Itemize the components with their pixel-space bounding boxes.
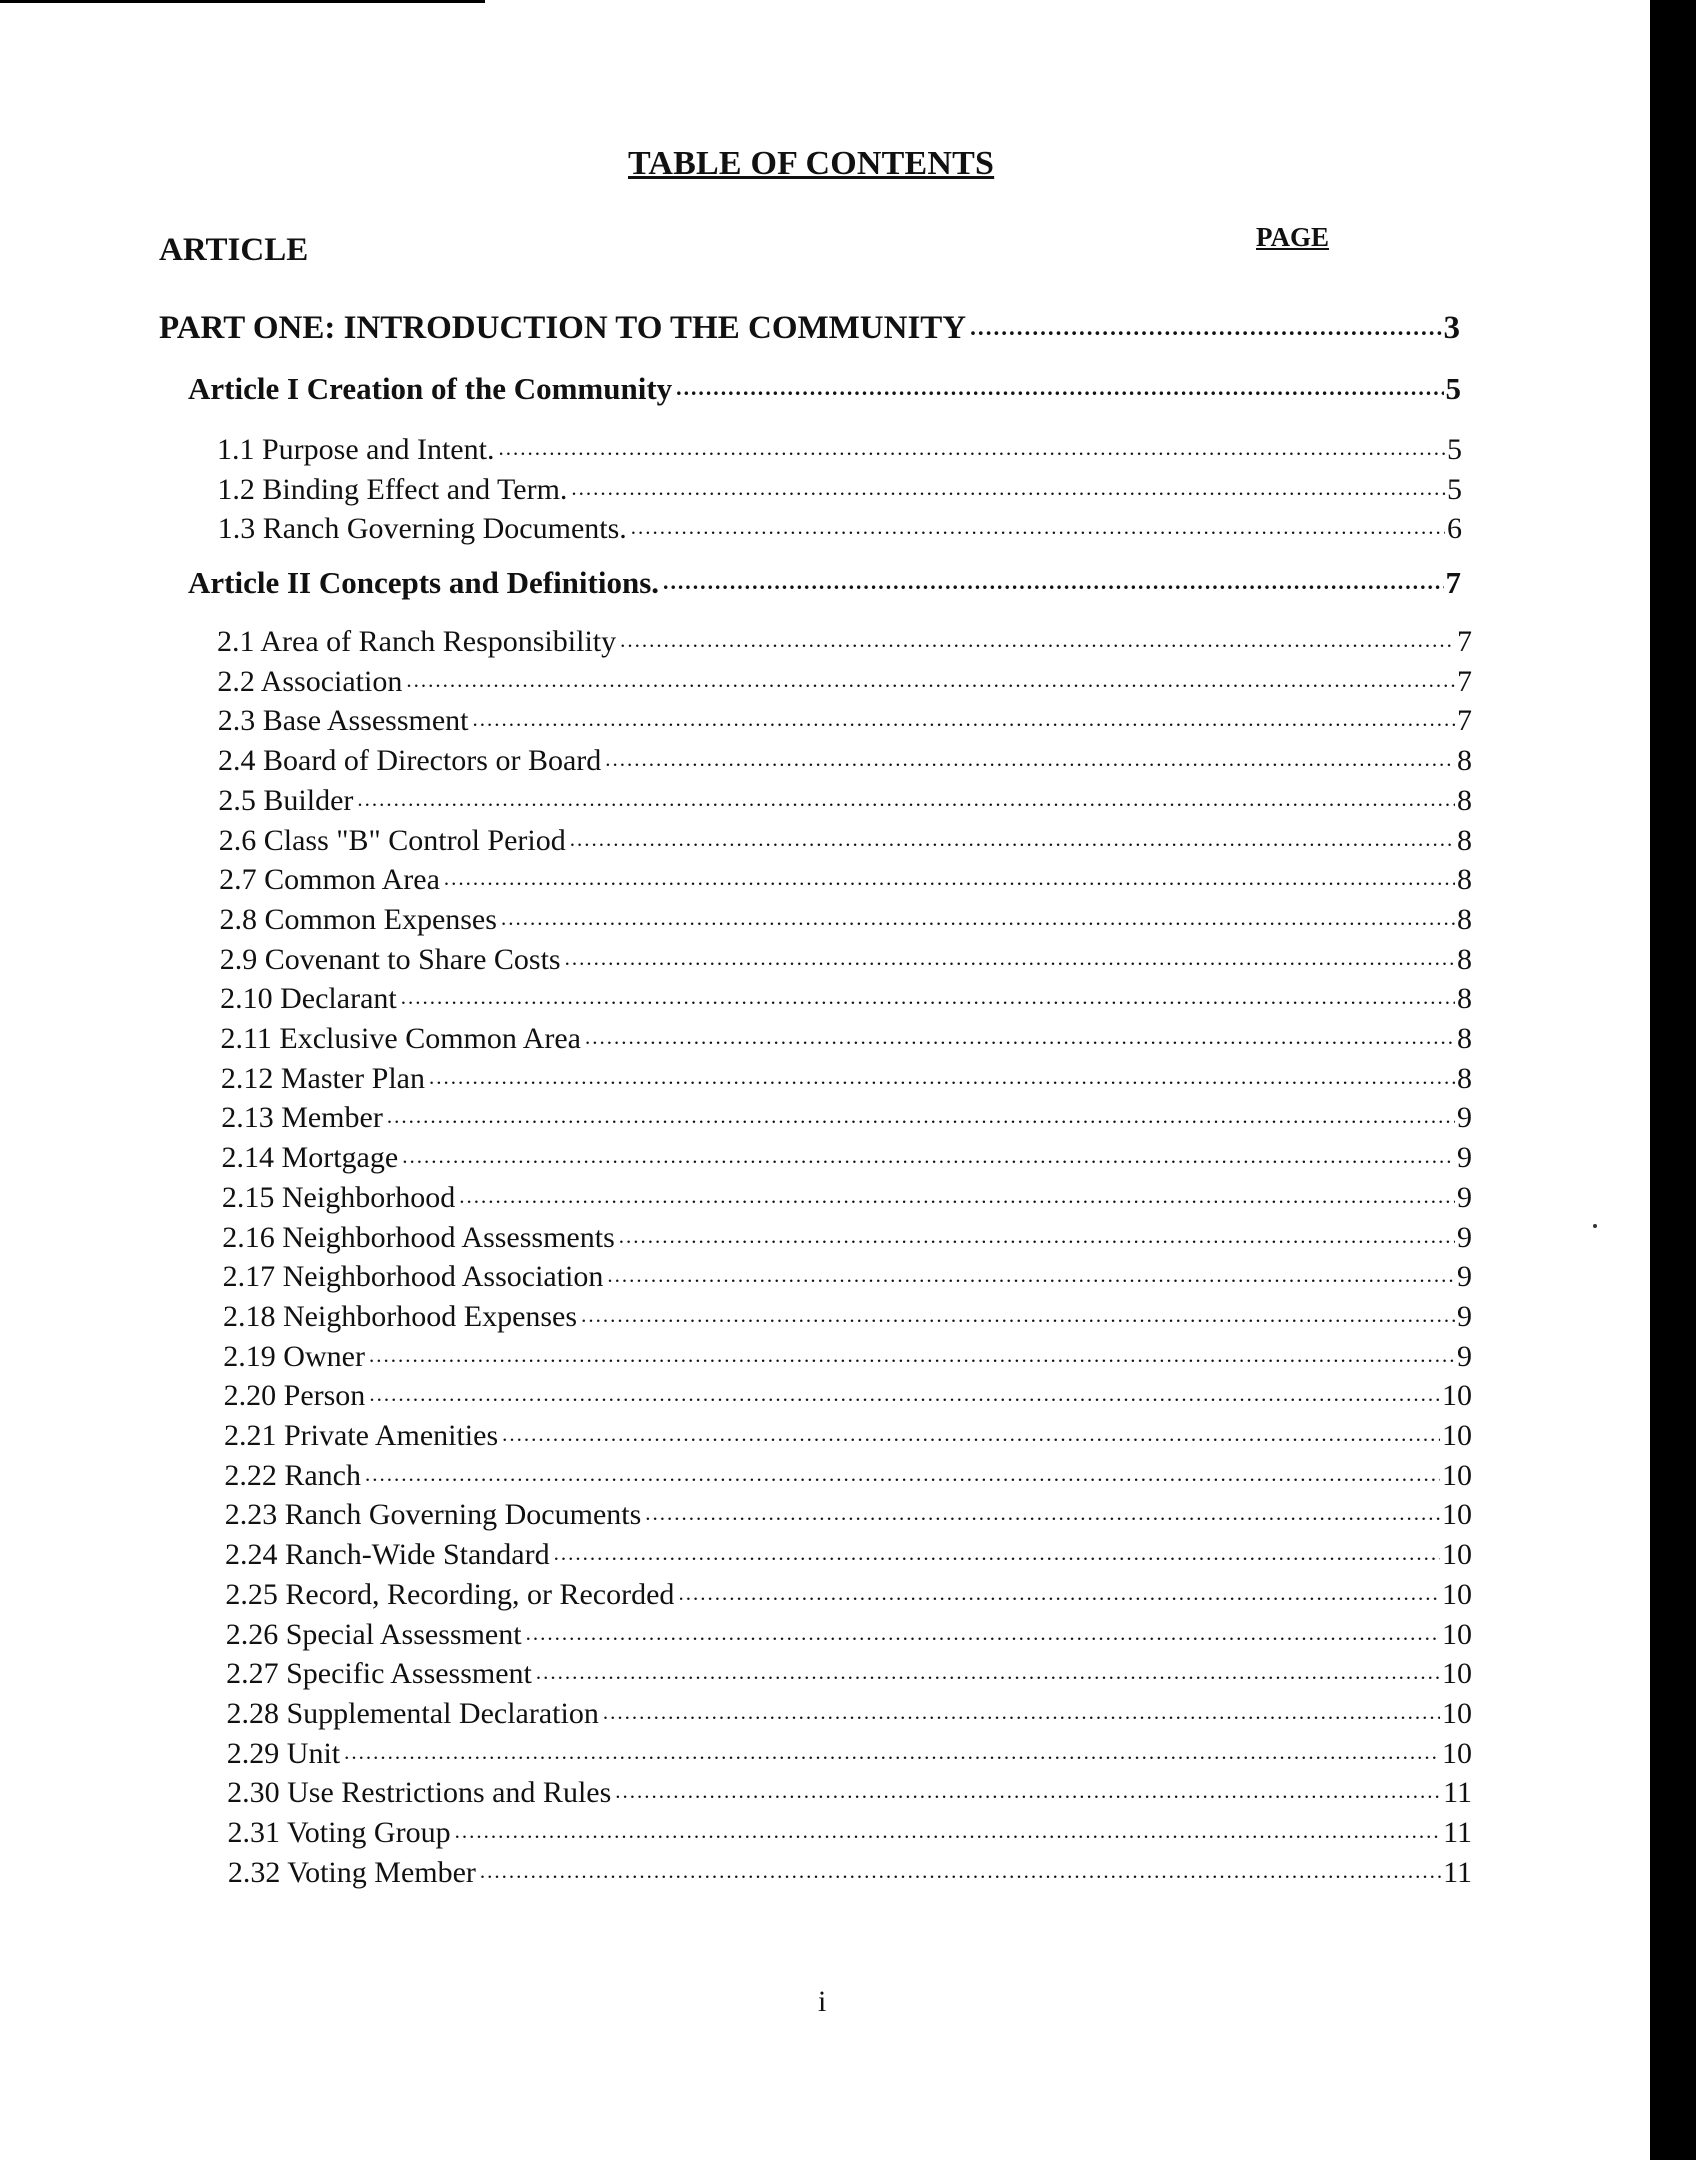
toc-entry-page: 8	[1456, 902, 1472, 936]
toc-entry-label: Article II Concepts and Definitions.	[188, 565, 660, 600]
toc-entry	[224, 1379, 1472, 1413]
toc-entry	[222, 1181, 1472, 1215]
leader-dots	[631, 515, 1445, 540]
toc-entry-label: 2.21 Private Amenities	[224, 1419, 499, 1452]
toc-entry-page: 11	[1443, 1776, 1472, 1810]
toc-entry	[226, 1618, 1472, 1652]
toc-entry-label: PART ONE: INTRODUCTION TO THE COMMUNITY	[159, 310, 967, 346]
toc-entry-page: 10	[1441, 1458, 1472, 1492]
leader-dots	[365, 1462, 1440, 1487]
toc-entry-page: 6	[1446, 512, 1462, 545]
leader-dots	[619, 1224, 1455, 1249]
page-number: i	[818, 1985, 827, 2018]
leader-dots	[459, 1184, 1455, 1209]
toc-entry-label: 2.9 Covenant to Share Costs	[219, 942, 561, 976]
toc-entry-page: 10	[1441, 1577, 1472, 1611]
toc-entry	[223, 1340, 1472, 1374]
toc-entry-page: 11	[1443, 1816, 1472, 1849]
toc-entry	[217, 473, 1462, 507]
toc-entry-page: 5	[1447, 433, 1462, 466]
toc-article-1	[188, 371, 1461, 407]
toc-entry-label: 2.23 Ranch Governing Documents	[224, 1498, 642, 1532]
toc-entry	[218, 744, 1472, 778]
toc-entry	[221, 1101, 1472, 1135]
toc-entry-page: 8	[1456, 863, 1472, 897]
toc-entry-label: 2.20 Person	[223, 1379, 366, 1413]
toc-entry	[223, 1260, 1472, 1294]
leader-dots	[554, 1541, 1440, 1566]
toc-part-one	[159, 310, 1460, 347]
toc-entry-label: 2.25 Record, Recording, or Recorded	[225, 1577, 675, 1611]
toc-entry-page: 9	[1456, 1260, 1472, 1294]
toc-entry	[217, 665, 1472, 699]
toc-entry-label: 2.3 Base Assessment	[217, 704, 469, 738]
toc-entry-page: 9	[1456, 1141, 1472, 1175]
toc-entry	[219, 863, 1472, 897]
toc-entry-label: 2.16 Neighborhood Assessments	[222, 1220, 615, 1254]
page-title: TABLE OF CONTENTS	[628, 145, 995, 182]
leader-dots	[429, 1065, 1455, 1090]
toc-entry-page: 7	[1457, 625, 1472, 658]
toc-entry-label: 2.22 Ranch	[224, 1458, 361, 1492]
toc-entry-label: 2.12 Master Plan	[220, 1061, 425, 1095]
toc-entry-page: 10	[1441, 1696, 1472, 1730]
leader-dots	[663, 570, 1443, 595]
toc-entry-label: 1.3 Ranch Governing Documents.	[217, 512, 627, 545]
toc-entry-page: 10	[1441, 1736, 1472, 1770]
leader-dots	[402, 1144, 1455, 1169]
leader-dots	[344, 1740, 1440, 1765]
leader-dots	[502, 1422, 1440, 1447]
toc-entry	[222, 1221, 1472, 1255]
leader-dots	[581, 1303, 1455, 1328]
toc-entry	[218, 784, 1472, 818]
toc-entry-label: 2.1 Area of Ranch Responsibility	[217, 625, 617, 658]
toc-entry-label: 2.29 Unit	[226, 1736, 341, 1770]
toc-entry	[224, 1419, 1472, 1453]
toc-entry	[218, 704, 1472, 738]
toc-entry-page: 9	[1456, 1101, 1472, 1135]
toc-entry-page: 10	[1441, 1498, 1472, 1532]
toc-entry-label: 2.17 Neighborhood Association	[222, 1260, 604, 1294]
leader-dots	[645, 1501, 1440, 1526]
toc-entry	[225, 1538, 1472, 1572]
leader-dots	[603, 1700, 1440, 1725]
toc-entry	[227, 1776, 1472, 1810]
toc-entry-page: 8	[1457, 1022, 1472, 1055]
toc-entry-label: 2.28 Supplemental Declaration	[226, 1696, 599, 1730]
toc-entry	[221, 1022, 1473, 1056]
toc-entry-label: 2.7 Common Area	[219, 863, 440, 897]
toc-entry-page: 8	[1456, 744, 1472, 778]
leader-dots	[406, 668, 1455, 693]
toc-entry-page: 3	[1443, 310, 1460, 346]
toc-entry-label: 2.13 Member	[221, 1101, 383, 1135]
toc-entry-page: 10	[1441, 1657, 1472, 1691]
toc-entry	[228, 1816, 1473, 1850]
toc-entry	[223, 1300, 1472, 1334]
toc-entry-page: 7	[1456, 664, 1472, 698]
toc-entry-label: 2.8 Common Expenses	[219, 902, 497, 936]
toc-entry	[218, 512, 1462, 546]
leader-dots	[369, 1343, 1455, 1368]
column-header-page: PAGE	[1256, 222, 1329, 252]
toc-entry-page: 10	[1441, 1538, 1472, 1572]
toc-entry-label: 2.31 Voting Group	[227, 1816, 451, 1849]
toc-entry-label: 2.4 Board of Directors or Board	[218, 744, 602, 778]
toc-entry-label: 2.11 Exclusive Common Area	[220, 1022, 581, 1055]
toc-entry-label: 2.6 Class "B" Control Period	[218, 823, 566, 857]
toc-entry-page: 5	[1446, 472, 1462, 506]
leader-dots	[605, 747, 1455, 772]
toc-entry-label: 2.2 Association	[217, 664, 403, 698]
toc-entry-label: 2.27 Specific Assessment	[226, 1657, 532, 1691]
leader-dots	[498, 436, 1445, 461]
leader-dots	[369, 1382, 1440, 1407]
toc-entry-label: 2.32 Voting Member	[227, 1855, 476, 1889]
toc-entry	[219, 903, 1472, 937]
toc-entry-page: 9	[1456, 1299, 1472, 1333]
toc-entry	[226, 1697, 1472, 1731]
leader-dots	[570, 827, 1455, 852]
toc-entry-page: 11	[1443, 1855, 1472, 1889]
leader-dots	[585, 1025, 1455, 1050]
toc-entry	[225, 1578, 1472, 1612]
leader-dots	[357, 787, 1455, 812]
leader-dots	[571, 476, 1445, 501]
leader-dots	[480, 1859, 1441, 1884]
leader-dots	[444, 866, 1455, 891]
leader-dots	[387, 1104, 1455, 1129]
toc-entry-label: 2.24 Ranch-Wide Standard	[225, 1538, 550, 1572]
toc-entry	[226, 1657, 1472, 1691]
toc-entry-label: 2.10 Declarant	[220, 982, 397, 1016]
toc-entry-label: 2.30 Use Restrictions and Rules	[227, 1776, 612, 1810]
toc-entry-page: 10	[1442, 1419, 1472, 1452]
leader-dots	[970, 314, 1441, 341]
toc-entry-label: 1.1 Purpose and Intent.	[217, 433, 495, 466]
toc-entry	[220, 982, 1472, 1016]
toc-entry-page: 9	[1456, 1339, 1472, 1373]
leader-dots	[676, 376, 1443, 401]
toc-entry	[224, 1459, 1472, 1493]
toc-entry-page: 9	[1456, 1180, 1472, 1214]
leader-dots	[401, 985, 1455, 1010]
toc-entry	[217, 625, 1472, 659]
toc-entry	[227, 1737, 1472, 1771]
leader-dots	[501, 906, 1455, 931]
toc-entry-page: 8	[1456, 1061, 1472, 1095]
toc-entry	[221, 1062, 1472, 1096]
toc-entry-label: 2.18 Neighborhood Expenses	[222, 1299, 578, 1333]
toc-entry-label: 1.2 Binding Effect and Term.	[217, 472, 568, 506]
column-header-article: ARTICLE	[159, 232, 309, 268]
toc-entry-page: 7	[1445, 565, 1461, 600]
leader-dots	[607, 1263, 1455, 1288]
toc-entry	[222, 1141, 1472, 1175]
toc-entry-label: 2.14 Mortgage	[221, 1141, 399, 1175]
leader-dots	[473, 707, 1455, 732]
toc-entry-page: 5	[1445, 371, 1461, 406]
toc-article-2	[188, 565, 1461, 601]
leader-dots	[526, 1621, 1440, 1646]
toc-entry-page: 8	[1456, 942, 1472, 976]
toc-entry-page: 10	[1442, 1617, 1472, 1651]
toc-entry	[220, 943, 1472, 977]
toc-entry-page: 8	[1456, 783, 1472, 817]
toc-entry-page: 7	[1456, 704, 1472, 738]
leader-dots	[678, 1581, 1440, 1606]
toc-entry	[219, 824, 1472, 858]
toc-entry	[228, 1856, 1472, 1890]
toc-entry-page: 9	[1457, 1220, 1472, 1254]
leader-dots	[565, 946, 1455, 971]
toc-entry-page: 8	[1456, 982, 1472, 1016]
toc-entry-label: 2.15 Neighborhood	[221, 1180, 456, 1214]
toc-entry-label: 2.5 Builder	[218, 783, 354, 817]
toc-entry-label: 2.19 Owner	[223, 1339, 365, 1373]
toc-entry	[225, 1498, 1472, 1532]
leader-dots	[455, 1819, 1442, 1844]
leader-dots	[620, 628, 1455, 653]
toc-entry-page: 8	[1457, 823, 1472, 857]
toc-entry-page: 10	[1441, 1379, 1472, 1413]
toc-entry-label: 2.26 Special Assessment	[225, 1617, 522, 1651]
leader-dots	[615, 1779, 1441, 1804]
leader-dots	[536, 1660, 1440, 1685]
toc-entry-label: Article I Creation of the Community	[188, 371, 673, 406]
toc-entry	[217, 433, 1462, 467]
